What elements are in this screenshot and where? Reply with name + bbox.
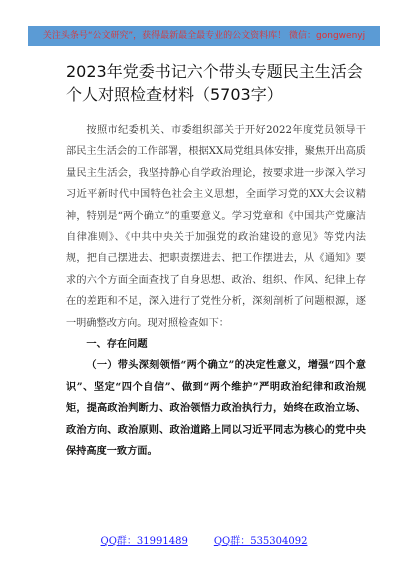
footer	[0, 532, 408, 547]
subsection-paragraph: （一）带头深刻领悟“两个确立”的决定性意义，增强“四个意识”、坚定“四个自信”、做到“两个维护”严明政治纪律和政治规矩，提高政治判断力、政治领悟力政治执行力，始终在政治立场、政治方向、政治原则、政治道路上同以习近平同志为核心的党中央保持高度一致方面。	[66, 359, 366, 458]
document-body	[66, 120, 366, 463]
header-banner: 关注头条号“公文研究”，获得最新最全最专业的公文资料库！ 微信：gongwenyj	[28, 26, 380, 46]
section-heading: 一、存在问题	[86, 339, 148, 351]
document-title: 2023年党委书记六个带头专题民主生活会个人对照检查材料（5703字）	[66, 62, 363, 104]
qq-group-2: QQ群：535304092	[213, 536, 308, 547]
intro-paragraph: 按照市纪委机关、市委组织部关于开好2022年度党员领导干部民主生活会的工作部署，根据XX局党组具体安排，聚焦开出高质量民主生活会，我坚持静心自学政治理论，按要求进一步深入学习习近平新时代中国特色社会主义思想，全面学习党的XX大会议精神，特别是“两个确立”的重要意义。学习党章和《中国共产党廉洁自律准则》、《中共中央关于加强党的政治建设的意见》等党内法规，把自己摆进去、把职责摆进去、把工作摆进去，从《通知》要求的六个方面全面查找了自身思想、政治、组织、作风、纪律上存在的差距和不足，深入进行了党性分析，深刻剖析了问题根源，逐一明确整改方向。现对照检查如下：	[66, 125, 366, 329]
qq-group-1: QQ群：31991489	[100, 536, 188, 547]
